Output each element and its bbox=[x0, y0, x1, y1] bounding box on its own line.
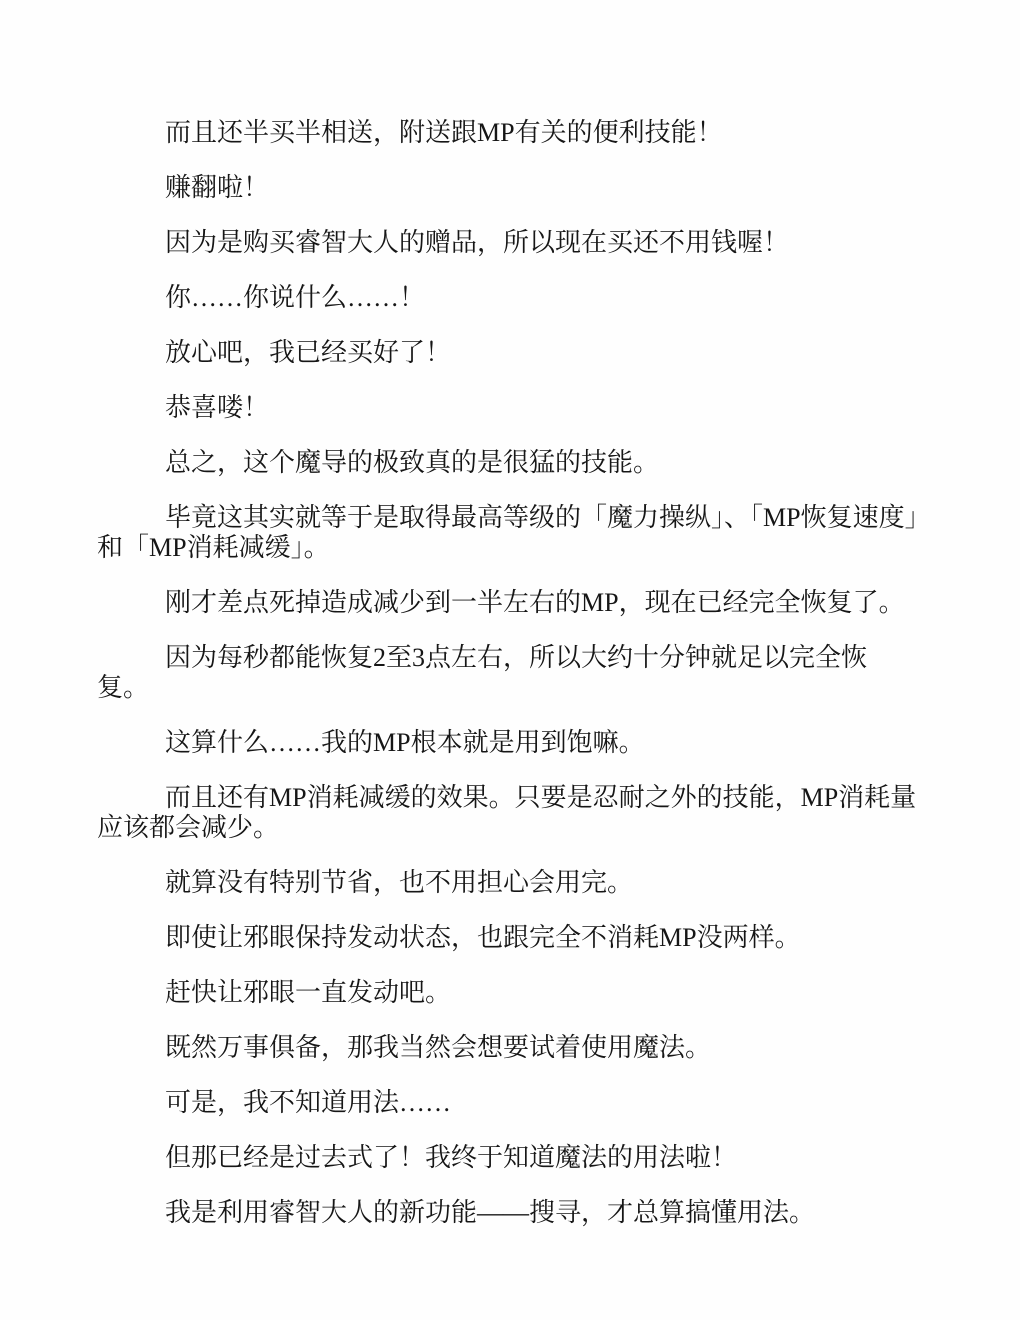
paragraph: 而且还有MP消耗减缓的效果。只要是忍耐之外的技能，MP消耗量应该都会减少。 bbox=[97, 783, 917, 842]
paragraph: 放心吧，我已经买好了！ bbox=[165, 338, 452, 367]
paragraph: 可是，我不知道用法…… bbox=[165, 1088, 452, 1117]
paragraph: 赶快让邪眼一直发动吧。 bbox=[165, 978, 452, 1007]
paragraph: 因为每秒都能恢复2至3点左右，所以大约十分钟就足以完全恢复。 bbox=[97, 643, 868, 702]
paragraph: 既然万事俱备，那我当然会想要试着使用魔法。 bbox=[165, 1033, 712, 1062]
paragraph: 恭喜喽！ bbox=[165, 393, 270, 422]
paragraph: 赚翻啦！ bbox=[165, 173, 270, 202]
paragraph: 而且还半买半相送，附送跟MP有关的便利技能！ bbox=[165, 118, 723, 147]
paragraph: 我是利用睿智大人的新功能——搜寻，才总算搞懂用法。 bbox=[165, 1198, 816, 1227]
paragraph: 毕竟这其实就等于是取得最高等级的「魔力操纵」、「MP恢复速度」和「MP消耗减缓」。 bbox=[97, 503, 918, 562]
paragraph: 刚才差点死掉造成减少到一半左右的MP，现在已经完全恢复了。 bbox=[165, 588, 905, 617]
paragraph: 但那已经是过去式了！我终于知道魔法的用法啦！ bbox=[165, 1143, 738, 1172]
paragraph: 就算没有特别节省，也不用担心会用完。 bbox=[165, 868, 634, 897]
text-block bbox=[97, 118, 918, 1253]
paragraph: 因为是购买睿智大人的赠品，所以现在买还不用钱喔！ bbox=[165, 228, 790, 257]
paragraph: 这算什么……我的MP根本就是用到饱嘛。 bbox=[165, 728, 645, 757]
paragraph: 你……你说什么……！ bbox=[165, 283, 426, 312]
paragraph: 总之，这个魔导的极致真的是很猛的技能。 bbox=[165, 448, 660, 477]
paragraph: 即使让邪眼保持发动状态，也跟完全不消耗MP没两样。 bbox=[165, 923, 801, 952]
